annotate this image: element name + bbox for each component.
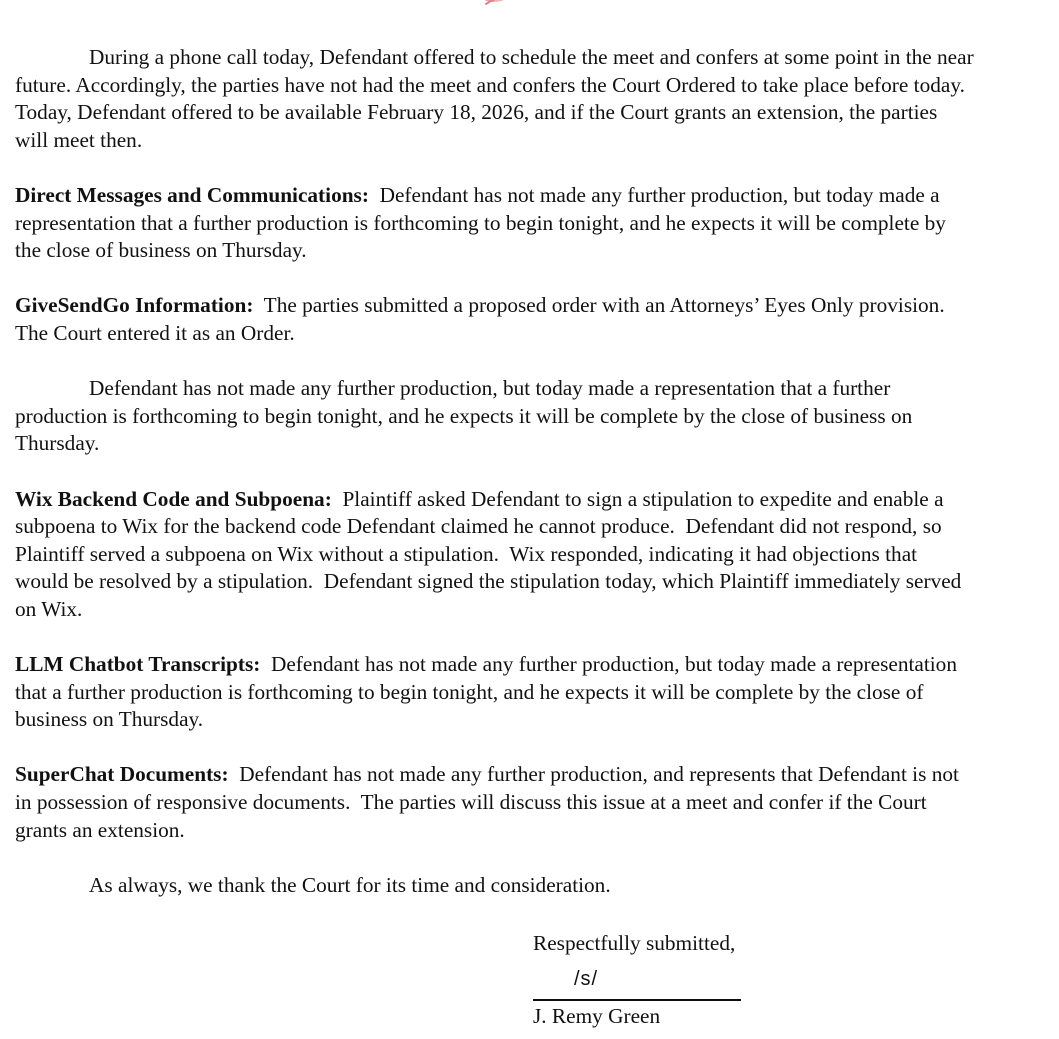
paragraph-text: Plaintiff asked Defendant to sign a stipulation to expedite and enable a subpoena to Wix for the backend code Defendant claimed he cannot produce. Defendant did not respond, so Plaintiff served a subpoena on Wix without a stipulation. Wix responded, indicating it had objections that would be resolved by a stipulation. Defendant signed the stipulation today, which Plaintiff immediately served on Wix.	[15, 486, 967, 621]
paragraph-text: Defendant has not made any further production, and represents that Defendant is not in possession of responsive documents. The parties will discuss this issue at a meet and confer if the Court grants an extension.	[15, 762, 965, 842]
signatory-name: J. Remy Green	[533, 1004, 661, 1029]
paragraph-meet-and-confer	[15, 44, 975, 154]
paragraph-text: The parties submitted a proposed order with an Attorneys’ Eyes Only provision. The Court entered it as an Order.	[15, 293, 955, 345]
paragraph-llm-chatbot	[15, 651, 975, 734]
paragraph-text: During a phone call today, Defendant offered to schedule the meet and confers at some point in the near future. Accordingly, the parties have not had the meet and confers the Court Ordered to take place before today. Today, Defendant offered to be available February 18, 2026, and if the Court grants an extension, the parties will meet then.	[15, 45, 974, 152]
section-heading: GiveSendGo Information:	[15, 293, 254, 318]
paragraph-text: Defendant has not made any further production, but today made a representation that a further production is forthcoming to begin tonight, and he expects it will be complete by the close of business on Thursday.	[15, 652, 963, 732]
signature-block	[533, 930, 741, 1031]
signature-closing: Respectfully submitted,	[533, 931, 736, 955]
section-heading: LLM Chatbot Transcripts:	[15, 652, 261, 677]
paragraph-direct-messages	[15, 182, 975, 265]
paragraph-superchat	[15, 761, 975, 844]
letter-body	[15, 44, 975, 927]
section-heading: SuperChat Documents:	[15, 762, 229, 787]
paragraph-text: Defendant has not made any further production, but today made a representation that a further production is forthcoming to begin tonight, and he expects it will be complete by the close of business on Thursday.	[15, 182, 952, 263]
section-heading: Wix Backend Code and Subpoena:	[15, 486, 332, 511]
signature-line	[533, 999, 741, 1001]
paragraph-text: Defendant has not made any further production, but today made a representation that a further production is forthcoming to begin tonight, and he expects it will be complete by the close of business on Thursday.	[15, 376, 913, 456]
letterhead-logo-icon	[468, 0, 528, 16]
paragraph-further-production	[15, 375, 975, 458]
paragraph-wix-backend	[15, 486, 975, 624]
paragraph-givesendgo	[15, 292, 975, 347]
section-heading: Direct Messages and Communications:	[15, 182, 369, 207]
signature-mark: /s/	[574, 967, 599, 990]
paragraph-text: As always, we thank the Court for its time and consideration.	[89, 872, 611, 897]
paragraph-closing-thanks	[15, 872, 975, 900]
